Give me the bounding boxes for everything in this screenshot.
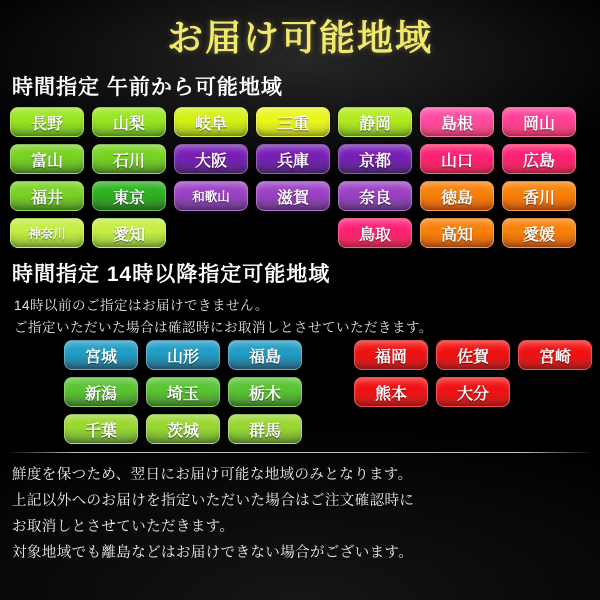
prefecture-chip: 神奈川 [10, 218, 84, 248]
section1-chip-grid [0, 107, 600, 248]
prefecture-chip: 山口 [420, 144, 494, 174]
footer-line: 対象地域でも離島などはお届けできない場合がございます。 [12, 545, 414, 561]
section2-note-2: ご指定いただいた場合は確認時にお取消しとさせていただきます。 [14, 320, 433, 335]
prefecture-chip: 高知 [420, 218, 494, 248]
row-indent [10, 414, 56, 444]
footer-line: 上記以外へのお届けを指定いただいた場合はご注文確認時に [12, 493, 415, 509]
chip-row [10, 414, 590, 444]
chip-spacer [174, 218, 248, 248]
chip-row [10, 218, 590, 248]
prefecture-chip: 鳥取 [338, 218, 412, 248]
prefecture-chip: 滋賀 [256, 181, 330, 211]
row-indent [10, 377, 56, 407]
prefecture-chip: 長野 [10, 107, 84, 137]
prefecture-chip: 岐阜 [174, 107, 248, 137]
prefecture-chip: 山梨 [92, 107, 166, 137]
column-gap [310, 340, 346, 370]
prefecture-chip: 栃木 [228, 377, 302, 407]
prefecture-chip: 岡山 [502, 107, 576, 137]
chip-spacer [256, 218, 330, 248]
prefecture-chip: 大分 [436, 377, 510, 407]
prefecture-chip: 三重 [256, 107, 330, 137]
prefecture-chip: 愛知 [92, 218, 166, 248]
chip-row [10, 340, 590, 370]
prefecture-chip: 静岡 [338, 107, 412, 137]
section2-note-1: 14時以前のご指定はお届けできません。 [14, 298, 269, 313]
prefecture-chip: 埼玉 [146, 377, 220, 407]
prefecture-chip: 兵庫 [256, 144, 330, 174]
prefecture-chip: 福岡 [354, 340, 428, 370]
page-title: お届け可能地域 [166, 17, 433, 58]
prefecture-chip: 宮崎 [518, 340, 592, 370]
column-gap [310, 414, 346, 444]
prefecture-chip: 福島 [228, 340, 302, 370]
prefecture-chip: 群馬 [228, 414, 302, 444]
footer-line: お取消しとさせていただきます。 [12, 519, 235, 535]
prefecture-chip: 熊本 [354, 377, 428, 407]
prefecture-chip: 京都 [338, 144, 412, 174]
prefecture-chip: 大阪 [174, 144, 248, 174]
prefecture-chip: 新潟 [64, 377, 138, 407]
footer-divider [6, 452, 594, 453]
footer-line: 鮮度を保つため、翌日にお届け可能な地域のみとなります。 [12, 467, 413, 483]
prefecture-chip: 和歌山 [174, 181, 248, 211]
section2-chip-grid [0, 338, 600, 444]
prefecture-chip: 千葉 [64, 414, 138, 444]
chip-row [10, 144, 590, 174]
section2-heading: 時間指定 14時以降指定可能地域 [12, 263, 331, 286]
prefecture-chip: 富山 [10, 144, 84, 174]
prefecture-chip: 愛媛 [502, 218, 576, 248]
prefecture-chip: 島根 [420, 107, 494, 137]
chip-row [10, 107, 590, 137]
column-gap [310, 377, 346, 407]
prefecture-chip: 東京 [92, 181, 166, 211]
footer-notes [0, 461, 600, 562]
prefecture-chip: 奈良 [338, 181, 412, 211]
chip-row [10, 377, 590, 407]
prefecture-chip: 徳島 [420, 181, 494, 211]
prefecture-chip: 佐賀 [436, 340, 510, 370]
prefecture-chip: 香川 [502, 181, 576, 211]
prefecture-chip: 福井 [10, 181, 84, 211]
prefecture-chip: 石川 [92, 144, 166, 174]
prefecture-chip: 広島 [502, 144, 576, 174]
prefecture-chip: 茨城 [146, 414, 220, 444]
section1-heading: 時間指定 午前から可能地域 [12, 76, 283, 99]
prefecture-chip: 宮城 [64, 340, 138, 370]
prefecture-chip: 山形 [146, 340, 220, 370]
row-indent [10, 340, 56, 370]
chip-row [10, 181, 590, 211]
